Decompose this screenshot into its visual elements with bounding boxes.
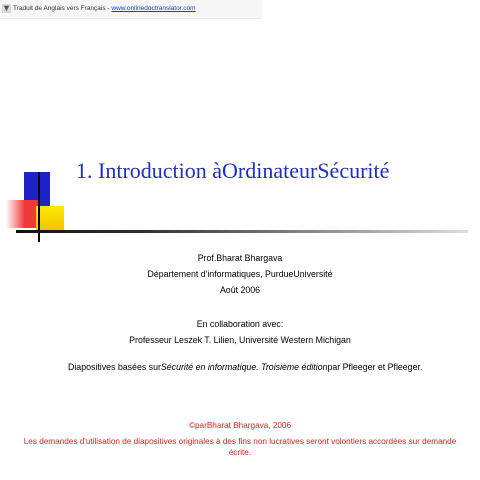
translator-logo-icon xyxy=(2,4,11,13)
banner-text xyxy=(13,0,196,18)
decor-yellow-square xyxy=(36,206,64,230)
translator-link[interactable]: www.onlinedoctranslator.com xyxy=(111,5,196,12)
author-name: Prof.Bharat Bhargava xyxy=(197,253,283,263)
translator-banner xyxy=(0,0,262,19)
usage-request-notice: Les demandes d'utilisation de diapositives originales à des fins non lucratives seront volontiers accordées sur demande écrite. xyxy=(23,437,457,457)
slide-title: 1. Introduction àOrdinateurSécurité xyxy=(76,158,390,183)
decor-red-square xyxy=(6,200,40,228)
banner-prefix: Traduit de Anglais vers Français - xyxy=(13,5,112,12)
decor-horizontal-line xyxy=(16,230,468,233)
collaboration-label: En collaboration avec: xyxy=(196,319,284,329)
author-block xyxy=(0,250,480,298)
copyright-notice: ©parBharat Bhargava, 2006 xyxy=(188,421,292,430)
author-department: Département d'informatiques, PurdueUniversité xyxy=(147,269,333,279)
collaboration-person: Professeur Leszek T. Lilien, Université Western Michigan xyxy=(129,335,351,345)
collaboration-block xyxy=(0,316,480,348)
source-prefix: Diapositives basées sur xyxy=(68,362,161,372)
source-book-title: Sécurité en informatique. Troisième édition xyxy=(160,362,328,372)
source-suffix: par Pfleeger et Pfleeger. xyxy=(327,362,423,372)
source-note xyxy=(68,362,422,372)
author-date: Août 2006 xyxy=(219,285,261,295)
